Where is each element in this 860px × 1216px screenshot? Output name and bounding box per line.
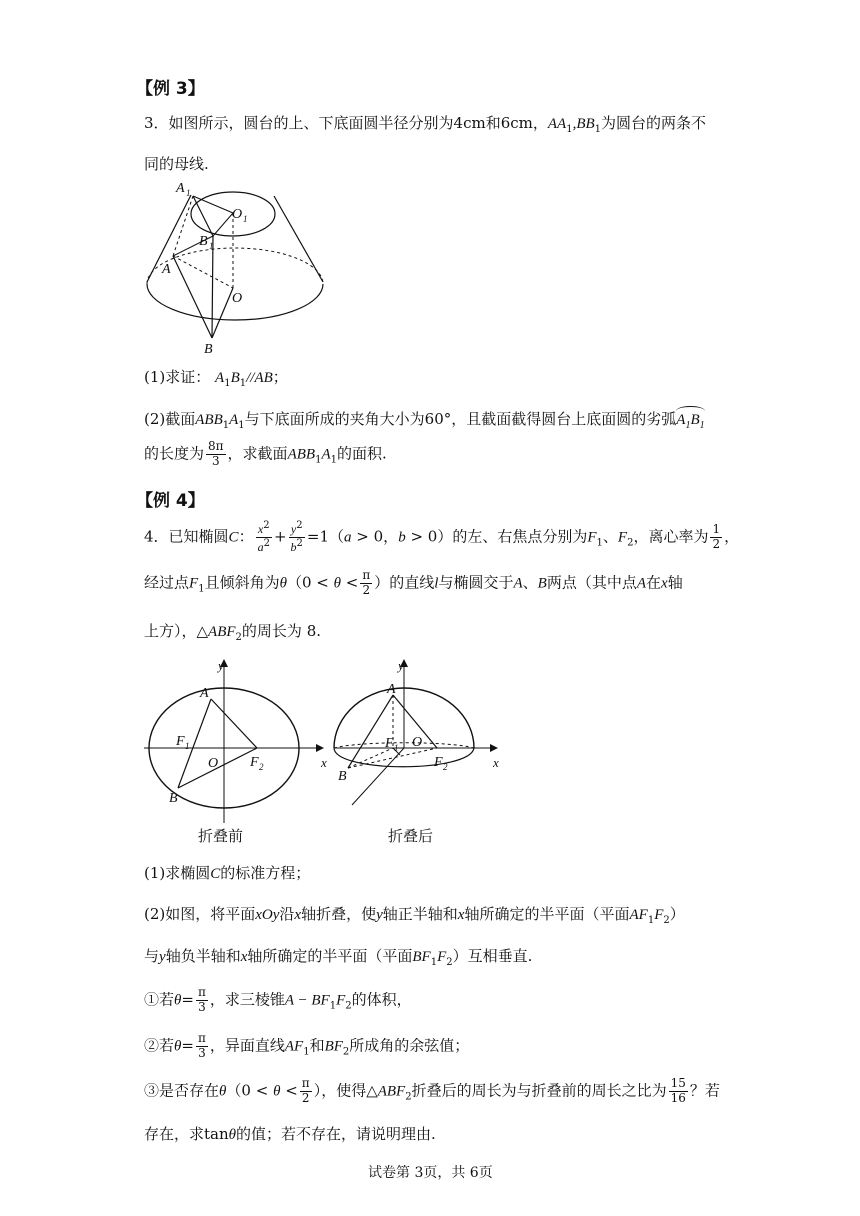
svg-text:F: F <box>176 734 185 749</box>
svg-text:A: A <box>200 686 209 701</box>
ex3-question-2-cont: 的长度为 $\frac{8\pi}{3}$ ，求截面$ABB_1A_1$的面积. <box>144 439 387 468</box>
ex4-subquestion-3-cont: 存在，求tanθ的值；若不存在，请说明理由. <box>144 1125 436 1143</box>
example-4-heading: 【例 4】 <box>136 491 205 511</box>
svg-text:O: O <box>208 756 219 771</box>
caption-before-fold: 折叠前 <box>198 827 244 845</box>
svg-text:2: 2 <box>259 762 264 772</box>
svg-text:1: 1 <box>209 241 214 251</box>
svg-text:O: O <box>412 735 423 750</box>
ex4-subquestion-2: ②若θ= $\frac{\pi}{3}$ ，异面直线$AF_1$和$BF_2$所成角的余弦值； <box>144 1031 470 1060</box>
label-A: A <box>162 262 171 277</box>
label-A1: A <box>176 181 185 196</box>
svg-text:F: F <box>434 755 443 770</box>
ex4-line-3: 上方），$\triangle ABF_2$的周长为 8. <box>144 622 322 643</box>
svg-text:A: A <box>387 682 396 697</box>
ex4-line-1: 4．已知椭圆C： $\frac{x^2}{a^2}$ + $\frac{y^2}{b^2}$ =1（a > 0，b > 0）的左、右焦点分别为$F_1$、$F_2$，离心率为 $\frac{1}{2}$ ， <box>144 520 740 554</box>
caption-after-fold: 折叠后 <box>388 827 434 845</box>
svg-text:x: x <box>493 755 499 770</box>
frustum-figure <box>140 178 330 358</box>
svg-text:x: x <box>321 755 327 770</box>
svg-text:1: 1 <box>185 741 190 751</box>
svg-text:y: y <box>398 658 404 673</box>
ex4-question-1: (1)求椭圆C的标准方程； <box>144 864 311 882</box>
ellipse-before-fold-figure <box>140 655 330 850</box>
ellipse-after-fold-figure <box>330 655 520 850</box>
svg-text:F: F <box>250 755 259 770</box>
label-B: B <box>204 342 213 357</box>
example-3-heading: 【例 3】 <box>136 79 205 99</box>
svg-text:B: B <box>338 769 347 784</box>
svg-text:1: 1 <box>394 743 399 753</box>
svg-text:y: y <box>218 658 224 673</box>
svg-text:B: B <box>169 791 178 806</box>
svg-text:2: 2 <box>443 762 448 772</box>
ex3-question-1: (1)求证： $A_1B_1//AB$； <box>144 368 288 389</box>
ex3-problem-line-2: 同的母线. <box>144 155 209 173</box>
ex4-line-2: 经过点$F_1$且倾斜角为θ（0 < θ < $\frac{\pi}{2}$ ）的直线l与椭圆交于A、B两点（其中点A在x轴 <box>144 568 683 597</box>
ex4-subquestion-3: ③是否存在θ（0 < θ < $\frac{\pi}{2}$ ），使得$\triangle ABF_2$折叠后的周长为与折叠前的周长之比为 $\frac{15}{16}$ ？若 <box>144 1076 720 1105</box>
label-O: O <box>232 291 243 306</box>
ex4-subquestion-1: ①若θ= $\frac{\pi}{3}$ ，求三棱锥$A - BF_1F_2$的体积， <box>144 985 412 1014</box>
svg-text:F: F <box>385 736 394 751</box>
label-B1: B <box>199 234 208 249</box>
svg-text:1: 1 <box>186 188 191 198</box>
ex3-question-2: (2)截面$ABB_1A_1$与下底面所成的夹角大小为60°，且截面截得圆台上底面圆的劣弧$A_1B_1$ <box>144 406 705 431</box>
ex4-question-2: (2)如图，将平面xOy沿x轴折叠，使y轴正半轴和x轴所确定的半平面（平面$AF_1F_2$） <box>144 905 685 926</box>
svg-text:1: 1 <box>243 214 248 224</box>
minor-arc-A1B1: $A_1B_1$ <box>676 406 704 431</box>
ex3-problem-line-1: 3．如图所示，圆台的上、下底面圆半径分别为4cm和6cm，$AA_1,BB_1$为圆台的两条不 <box>144 114 707 135</box>
page-footer: 试卷第 3页，共 6页 <box>368 1165 493 1181</box>
ex4-question-2-cont: 与y轴负半轴和x轴所确定的半平面（平面$BF_1F_2$）互相垂直. <box>144 947 533 968</box>
label-O1: O <box>232 207 243 222</box>
